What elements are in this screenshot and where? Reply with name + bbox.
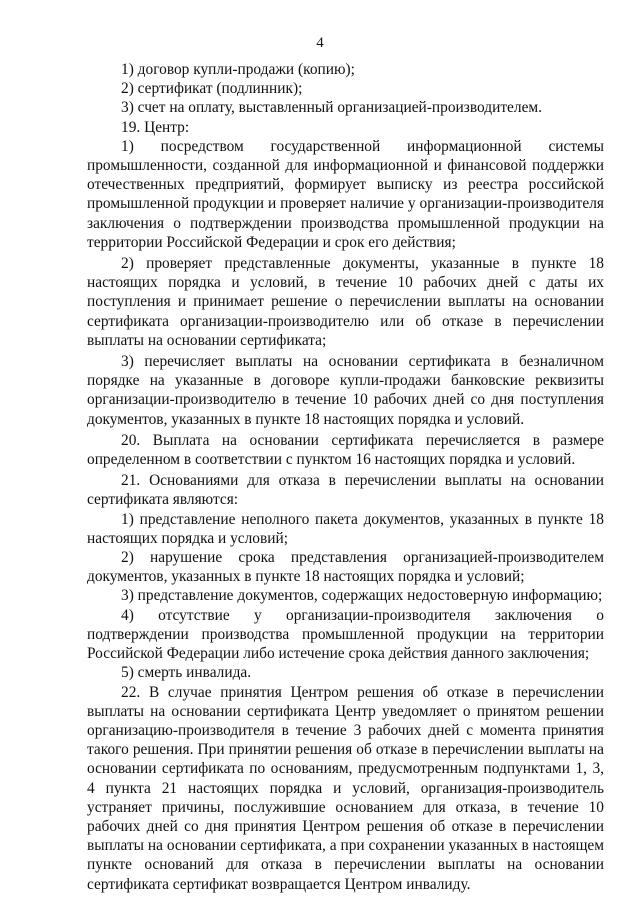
paragraph: 3) счет на оплату, выставленный организацией-производителем. <box>121 99 542 117</box>
paragraph: 2) нарушение срока представления организацией-производителем документов, указанных в пункте 18 настоящих порядка и условий; <box>87 549 604 586</box>
paragraph: 19. Центр: <box>121 118 190 136</box>
paragraph: 5) смерть инвалида. <box>121 664 252 682</box>
page-number: 4 <box>316 35 324 51</box>
document-body <box>87 60 604 894</box>
paragraph: 2) сертификат (подлинник); <box>121 80 303 98</box>
paragraph: 3) представление документов, содержащих недостоверную информацию; <box>121 587 603 605</box>
paragraph: 22. В случае принятия Центром решения об отказе в перечислении выплаты на основании сертификата Центр уведомляет о принятом решении организацию-производителя в течение 3 рабочих дней с момента принятия такого решения. При принятии решения об отказе в перечислении выплаты на основании сертификата по основаниям, предусмотренным подпунктами 1, 3, 4 пункта 21 настоящих порядка и условий, организация-производитель устраняет причины, послужившие основанием для отказа, в течение 10 рабочих дней со дня принятия Центром решения об отказе в перечислении выплаты на основании сертификата, а при сохранении указанных в настоящем пункте оснований для отказа в перечислении выплаты на основании сертификата сертификат возвращается Центром инвалиду. <box>87 683 604 893</box>
paragraph: 4) отсутствие у организации-производителя заключения о подтверждении производства промышленной продукции на территории Российской Федерации либо истечение срока действия данного заключения; <box>87 606 604 663</box>
paragraph: 21. Основаниями для отказа в перечислении выплаты на основании сертификата являются: <box>87 472 604 509</box>
paragraph: 20. Выплата на основании сертификата перечисляется в размере определенном в соответствии с пунктом 16 настоящих порядка и условий. <box>87 431 604 469</box>
paragraph: 3) перечисляет выплаты на основании сертификата в безналичном порядке на указанные в договоре купли-продажи банковские реквизиты организации-производителю в течение 10 рабочих дней со дня поступления документов, указанных в пункте 18 настоящих порядка и условий. <box>87 353 604 428</box>
paragraph: 1) договор купли-продажи (копию); <box>121 61 355 78</box>
paragraph: 1) представление неполного пакета документов, указанных в пункте 18 настоящих порядка и условий; <box>87 510 604 547</box>
paragraph: 2) проверяет представленные документы, указанные в пункте 18 настоящих порядка и условий, в течение 10 рабочих дней с даты их поступления и принимает решение о перечислении выплаты на основании сертификата организации-производителю или об отказе в перечислении выплаты на основании сертификата; <box>87 255 604 349</box>
paragraph: 1) посредством государственной информационной системы промышленности, созданной для информационной и финансовой поддержки отечественных предприятий, формирует выписку из реестра российской промышленной продукции и проверяет наличие у организации-производителя заключения о подтверждении производства промышленной продукции на территории Российской Федерации и срок его действия; <box>87 137 604 251</box>
